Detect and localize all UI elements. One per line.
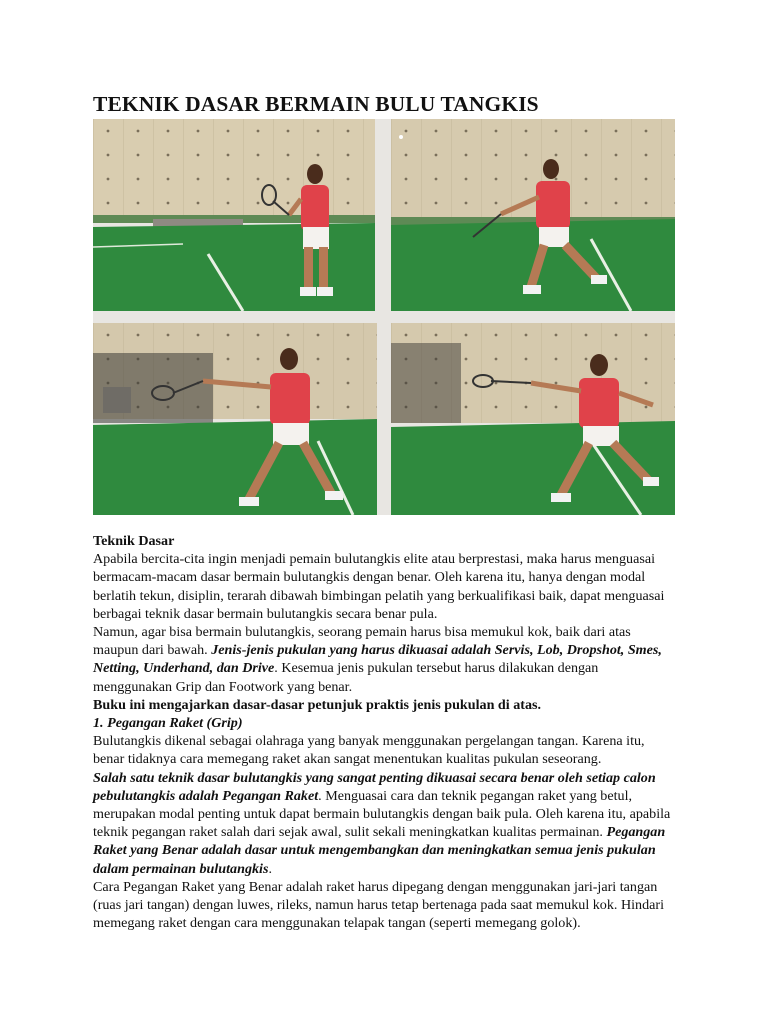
article-body xyxy=(93,532,678,932)
photo-grid xyxy=(93,119,675,515)
paragraph-strokes xyxy=(93,623,678,696)
photo-forehand-lunge xyxy=(391,119,675,311)
paragraph-wrist: Bulutangkis dikenal sebagai olahraga yang banyak menggunakan pergelangan tangan. Karena itu, benar tidaknya cara memegang raket akan sangat menentukan kualitas pukulan seseorang. xyxy=(93,733,645,768)
subheading-grip: 1. Pegangan Raket (Grip) xyxy=(93,715,243,732)
paragraph-grip-importance xyxy=(93,769,678,878)
paragraph-grip-middle: . Menguasai cara dan teknik pegangan raket yang betul, merupakan modal penting untuk dapat bermain bulutangkis dengan baik pula. Oleh karena itu, apabila teknik pegangan raket salah dari sejak awal, sulit sekali meningkatkan kualitas permainan. xyxy=(93,787,671,841)
paragraph-book-note: Buku ini mengajarkan dasar-dasar petunjuk praktis jenis pukulan di atas. xyxy=(93,696,541,713)
page-title: TEKNIK DASAR BERMAIN BULU TANGKIS xyxy=(93,92,539,116)
paragraph-grip-emphasis: Salah satu teknik dasar bulutangkis yang sangat penting dikuasai secara benar oleh setiap calon pebulutangkis adalah Pegangan Raket xyxy=(93,769,656,804)
photo-backhand-reach xyxy=(93,323,377,515)
photo-ready-stance xyxy=(93,119,375,311)
paragraph-grip-emphasis-2: Pegangan Raket yang Benar adalah dasar untuk mengembangkan dan meningkatkan semua jenis pukulan dalam permainan bulutangkis xyxy=(93,824,666,877)
photo-net-lunge xyxy=(391,323,675,515)
paragraph-grip-end: . xyxy=(268,860,272,877)
paragraph-strokes-emphasis: Jenis-jenis pukulan yang harus dikuasai adalah Servis, Lob, Dropshot, Smes, Netting, Underhand, dan Drive xyxy=(93,642,662,677)
section-heading: Teknik Dasar xyxy=(93,533,175,549)
paragraph-strokes-end: . Kesemua jenis pukulan tersebut harus dilakukan dengan menggunakan Grip dan Footwork yang benar. xyxy=(93,660,599,695)
paragraph-intro: Apabila bercita-cita ingin menjadi pemain bulutangkis elite atau berprestasi, maka harus menguasai bermacam-macam dasar bermain bulutangkis dengan benar. Oleh karena itu, hanya dengan modal berlatih tekun, disiplin, terarah dibawah bimbingan pelatih yang berkualifikasi baik, dapat menguasai berbagai teknik dasar bermain bulutangkis secara benar pula. xyxy=(93,551,665,622)
paragraph-grip-method: Cara Pegangan Raket yang Benar adalah raket harus dipegang dengan menggunakan jari-jari tangan (ruas jari tangan) dengan luwes, rileks, namun harus tetap bertenaga pada saat memukul kok. Hindari memegang raket dengan cara menggunakan telapak tangan (seperti memegang golok). xyxy=(93,878,664,932)
paragraph-strokes-start: Namun, agar bisa bermain bulutangkis, seorang pemain harus bisa memukul kok, baik dari atas maupun dari bawah. xyxy=(93,624,631,659)
